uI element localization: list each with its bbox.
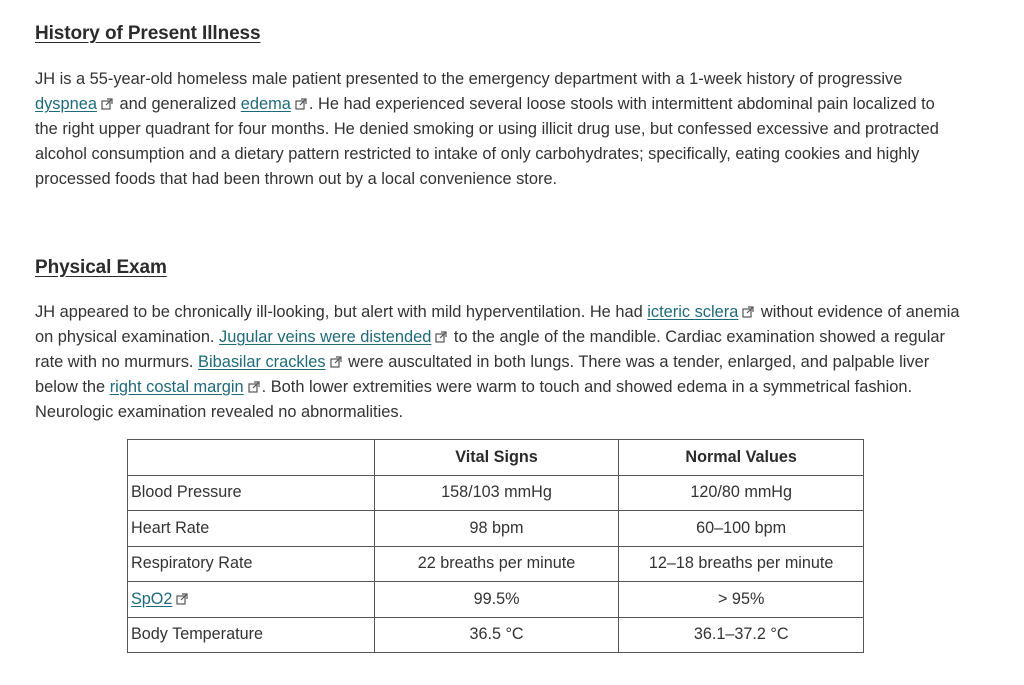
header-vital-signs: Vital Signs (374, 440, 619, 476)
link-dyspnea[interactable]: dyspnea (35, 95, 97, 114)
row-normal: 120/80 mmHg (619, 475, 864, 511)
link-jugular-veins[interactable]: Jugular veins were distended (219, 328, 432, 347)
row-normal: 60–100 bpm (619, 511, 864, 547)
row-value: 158/103 mmHg (374, 475, 619, 511)
exam-paragraph (35, 300, 960, 425)
row-normal: 36.1–37.2 °C (619, 617, 864, 653)
hpi-heading: History of Present Illness (35, 23, 261, 44)
row-value: 36.5 °C (374, 617, 619, 653)
header-normal-values: Normal Values (619, 440, 864, 476)
hpi-paragraph (35, 67, 960, 192)
external-link-icon[interactable] (330, 356, 342, 368)
link-edema[interactable]: edema (240, 95, 291, 114)
exam-text-3: to the angle of the mandible. Cardiac examination showed a regular rate with no murmurs. (35, 328, 946, 372)
table-row (128, 546, 864, 582)
external-link-icon[interactable] (101, 98, 113, 110)
header-empty (128, 440, 375, 476)
row-value: 98 bpm (374, 511, 619, 547)
row-normal: > 95% (619, 582, 864, 618)
link-right-costal-margin[interactable]: right costal margin (109, 378, 244, 397)
hpi-text-2: and generalized (114, 95, 241, 114)
link-icteric-sclera[interactable]: icteric sclera (647, 303, 739, 321)
row-label: Blood Pressure (128, 475, 375, 511)
exam-heading: Physical Exam (35, 257, 167, 278)
external-link-icon[interactable] (295, 98, 307, 110)
link-spo2[interactable]: SpO2 (131, 589, 173, 608)
row-label-cell (128, 582, 375, 618)
external-link-icon[interactable] (435, 331, 447, 343)
table-row (128, 617, 864, 653)
external-link-icon[interactable] (742, 306, 754, 318)
vitals-table (127, 439, 864, 653)
exam-text-2: without evidence of anemia on physical examination. (35, 303, 960, 347)
exam-text-5: . Both lower extremities were warm to touch and showed edema in a symmetrical fashion. Neurologic examination revealed no abnormalities. (35, 378, 913, 422)
hpi-text-3: . He had experienced several loose stools with intermittent abdominal pain localized to the right upper quadrant for four months. He denied smoking or using illicit drug use, but confessed excessive and protracted alcohol consumption and a dietary pattern restricted to intake of only carbohydrates; specifically, eating cookies and highly processed foods that had been thrown out by a local convenience store. (35, 95, 939, 189)
row-normal: 12–18 breaths per minute (619, 546, 864, 582)
external-link-icon[interactable] (176, 593, 188, 605)
row-label: Heart Rate (128, 511, 375, 547)
table-header-row (128, 440, 864, 476)
hpi-text-1: JH is a 55-year-old homeless male patient presented to the emergency department with a 1-week history of progressive (35, 70, 903, 88)
table-row (128, 582, 864, 618)
external-link-icon[interactable] (248, 381, 260, 393)
row-value: 99.5% (374, 582, 619, 618)
exam-text-1: JH appeared to be chronically ill-looking, but alert with mild hyperventilation. He had (35, 303, 648, 321)
row-label: Body Temperature (128, 617, 375, 653)
link-bibasilar-crackles[interactable]: Bibasilar crackles (198, 353, 326, 372)
exam-text-4: were auscultated in both lungs. There was a tender, enlarged, and palpable liver below the (35, 353, 930, 397)
table-row (128, 511, 864, 547)
table-row (128, 475, 864, 511)
row-value: 22 breaths per minute (374, 546, 619, 582)
row-label: Respiratory Rate (128, 546, 375, 582)
